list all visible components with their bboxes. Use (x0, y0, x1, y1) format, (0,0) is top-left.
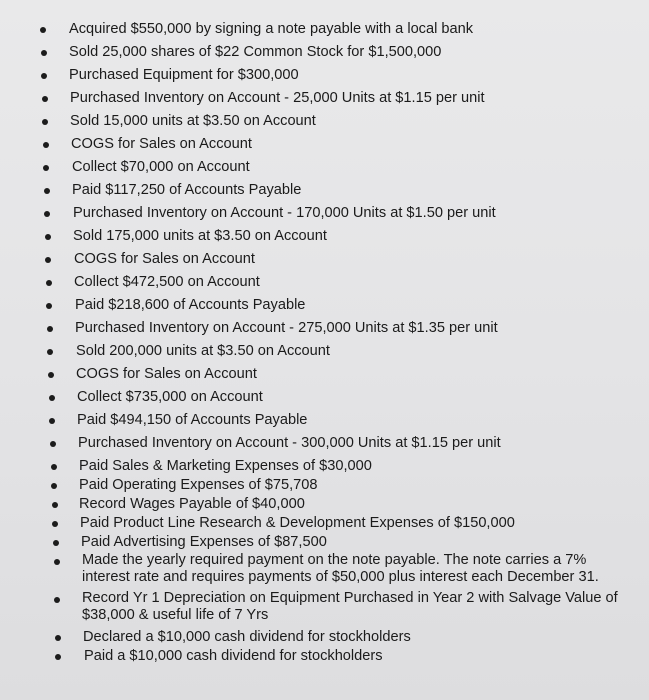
bullet-icon (41, 73, 47, 79)
bullet-icon (44, 211, 50, 217)
list-item (0, 20, 649, 43)
list-item-text: Collect $472,500 on Account (74, 274, 260, 290)
list-item (0, 296, 649, 319)
list-item-text: Sold 200,000 units at $3.50 on Account (76, 343, 330, 359)
list-item-text: Paid Sales & Marketing Expenses of $30,000 (79, 458, 372, 474)
list-item-text: Acquired $550,000 by signing a note payable with a local bank (69, 21, 474, 37)
list-item (0, 181, 649, 204)
bullet-icon (51, 483, 57, 489)
bullet-icon (48, 372, 54, 378)
list-item (0, 495, 649, 514)
list-item-text: Paid a $10,000 cash dividend for stockholders (84, 648, 383, 664)
bullet-icon (44, 188, 50, 194)
list-item (0, 135, 649, 158)
bullet-icon (52, 521, 58, 527)
bullet-icon (55, 654, 61, 660)
list-item (0, 647, 649, 666)
list-item-text: Sold 15,000 units at $3.50 on Account (70, 113, 316, 129)
transaction-list (0, 20, 649, 666)
list-item-text: Purchased Inventory on Account - 25,000 Units at $1.15 per unit (70, 90, 485, 106)
list-item-text: Sold 25,000 shares of $22 Common Stock for $1,500,000 (69, 44, 442, 60)
bullet-icon (49, 395, 55, 401)
list-item (0, 250, 649, 273)
list-item-text: Purchased Equipment for $300,000 (69, 67, 299, 83)
list-item (0, 457, 649, 476)
list-item-text: Paid Advertising Expenses of $87,500 (81, 534, 327, 550)
list-item-text: Paid $218,600 of Accounts Payable (75, 297, 306, 313)
list-item-text: Made the yearly required payment on the note payable. The note carries a 7% interest rate and requires payments of $50,000 plus interest each December 31. (82, 552, 599, 585)
bullet-icon (46, 280, 52, 286)
bullet-icon (54, 597, 60, 603)
bullet-icon (51, 464, 57, 470)
bullet-icon (42, 119, 48, 125)
list-item-text: COGS for Sales on Account (76, 366, 257, 382)
list-item (0, 273, 649, 296)
list-item (0, 342, 649, 365)
list-item (0, 628, 649, 647)
bullet-icon (43, 142, 49, 148)
list-item (0, 43, 649, 66)
list-item (0, 411, 649, 434)
list-item (0, 514, 649, 533)
bullet-icon (47, 349, 53, 355)
list-item (0, 204, 649, 227)
list-item-text: Record Yr 1 Depreciation on Equipment Purchased in Year 2 with Salvage Value of $38,000 & useful life of 7 Yrs (82, 590, 618, 623)
bullet-icon (43, 165, 49, 171)
bullet-icon (41, 50, 47, 56)
list-item-text: Declared a $10,000 cash dividend for stockholders (83, 629, 411, 645)
list-item-text: Paid $494,150 of Accounts Payable (77, 412, 308, 428)
bullet-icon (54, 559, 60, 565)
list-item-text: Collect $735,000 on Account (77, 389, 263, 405)
bullet-icon (50, 441, 56, 447)
list-item (0, 533, 649, 552)
list-item (0, 66, 649, 89)
list-item-text: Purchased Inventory on Account - 275,000 Units at $1.35 per unit (75, 320, 498, 336)
list-item (0, 89, 649, 112)
bullet-icon (46, 303, 52, 309)
bullet-icon (42, 96, 48, 102)
list-item-text: COGS for Sales on Account (71, 136, 252, 152)
bullet-icon (52, 502, 58, 508)
list-item (0, 112, 649, 135)
bullet-icon (53, 540, 59, 546)
bullet-icon (49, 418, 55, 424)
bullet-icon (45, 234, 51, 240)
list-item-text: Purchased Inventory on Account - 300,000 Units at $1.15 per unit (78, 435, 501, 451)
list-item (0, 319, 649, 342)
bullet-icon (45, 257, 51, 263)
list-item (0, 434, 649, 457)
list-item-text: COGS for Sales on Account (74, 251, 255, 267)
list-item (0, 388, 649, 411)
list-item (0, 476, 649, 495)
list-item (0, 227, 649, 250)
list-item-text: Record Wages Payable of $40,000 (79, 496, 305, 512)
list-item (0, 552, 649, 590)
list-item-text: Purchased Inventory on Account - 170,000 Units at $1.50 per unit (73, 205, 496, 221)
list-item-text: Collect $70,000 on Account (72, 159, 250, 175)
list-item (0, 590, 649, 628)
list-item (0, 365, 649, 388)
list-item-text: Paid Operating Expenses of $75,708 (79, 477, 318, 493)
bullet-icon (55, 635, 61, 641)
bullet-icon (47, 326, 53, 332)
list-item (0, 158, 649, 181)
list-item-text: Paid $117,250 of Accounts Payable (72, 182, 302, 198)
list-item-text: Sold 175,000 units at $3.50 on Account (73, 228, 327, 244)
list-item-text: Paid Product Line Research & Development Expenses of $150,000 (80, 515, 515, 531)
bullet-icon (40, 27, 46, 33)
